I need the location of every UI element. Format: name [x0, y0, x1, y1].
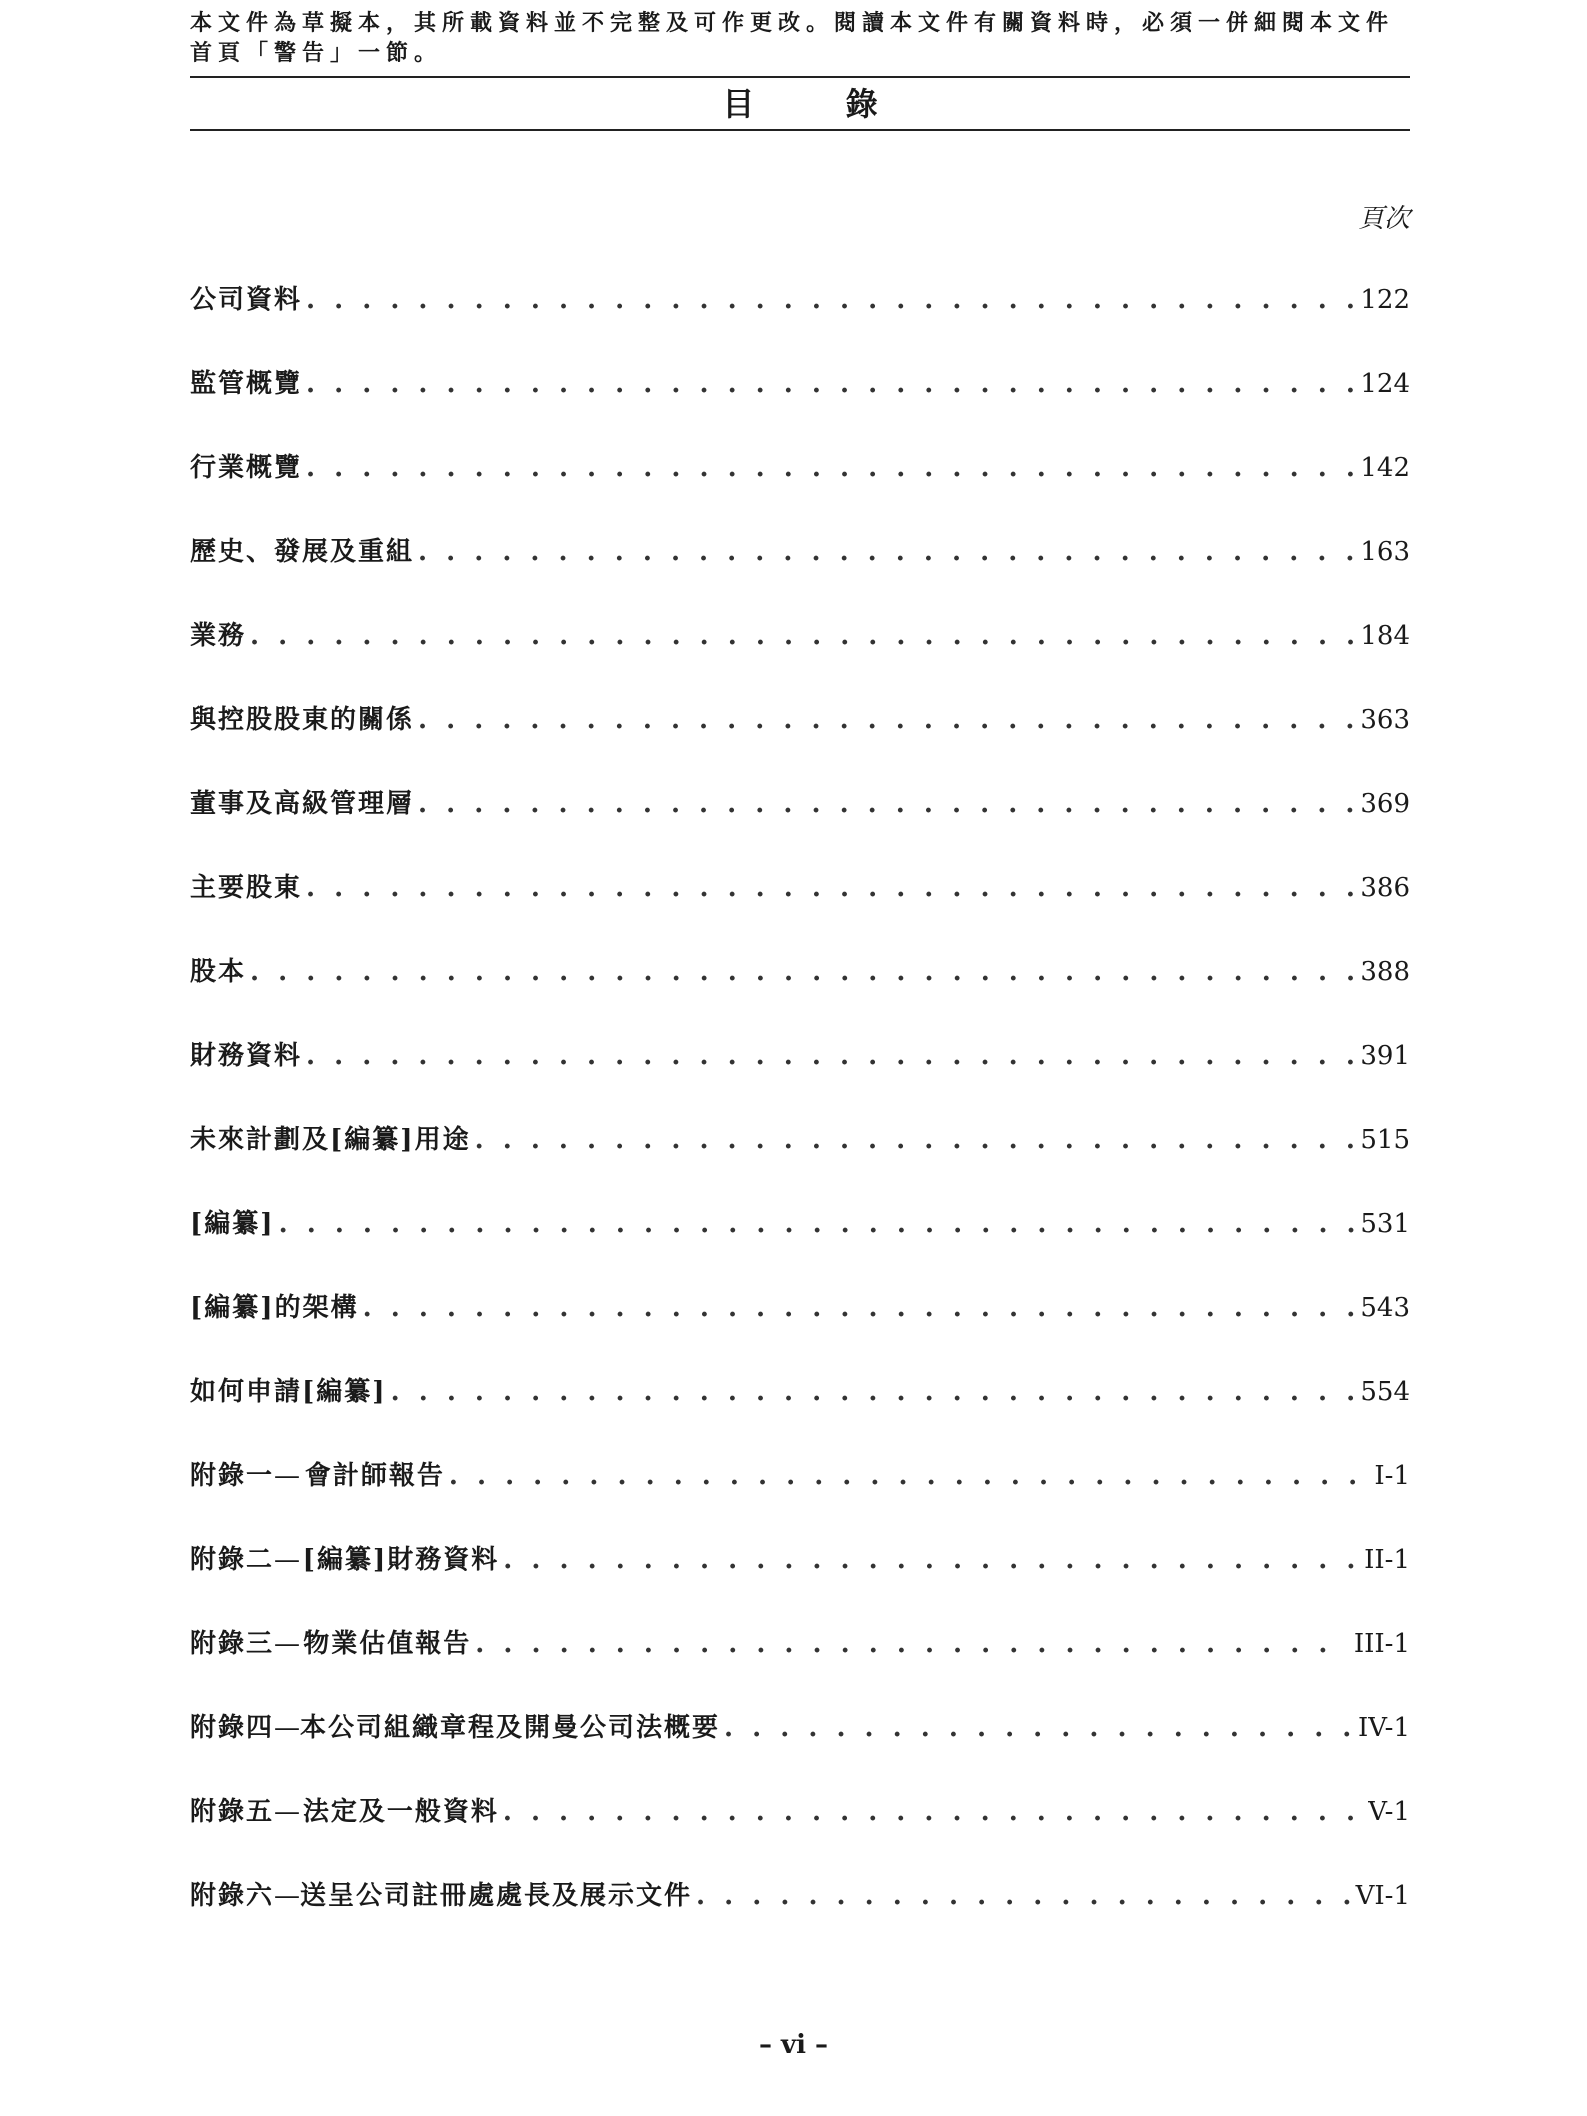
- toc-entry-page: 386: [1360, 873, 1410, 903]
- appendix-dash: —: [274, 1713, 301, 1743]
- dot-leader: [250, 952, 1354, 992]
- toc-entry-page: 554: [1360, 1377, 1410, 1407]
- toc-entry[interactable]: [190, 952, 1410, 992]
- toc-entry-page: 363: [1360, 705, 1410, 735]
- toc-entry-page: 184: [1360, 621, 1410, 651]
- toc-entry-title: 監管概覽: [190, 369, 303, 399]
- draft-disclaimer: 本文件為草擬本，其所載資料並不完整及可作更改。閱讀本文件有關資料時，必須一併細閱本文件首頁「警告」一節。: [190, 10, 1395, 66]
- page-column-label: 頁次: [1357, 204, 1410, 234]
- dot-leader: [306, 448, 1354, 488]
- toc-entry-title: [編纂]: [190, 1209, 275, 1239]
- toc-entry-page: 543: [1360, 1293, 1410, 1323]
- appendix-title: 物業估值報告: [303, 1629, 472, 1659]
- appendix-page: III-1: [1353, 1629, 1410, 1659]
- toc-entry-title: 公司資料: [190, 285, 303, 315]
- dot-leader: [306, 280, 1354, 320]
- dot-leader: [363, 1288, 1355, 1328]
- dot-leader: [306, 868, 1354, 908]
- dot-leader: [306, 364, 1354, 404]
- dot-leader: [391, 1372, 1355, 1412]
- toc-entry[interactable]: [190, 280, 1410, 320]
- dot-leader: [306, 1036, 1354, 1076]
- toc-entry[interactable]: [190, 532, 1410, 572]
- appendix-label: 附錄二: [190, 1545, 275, 1575]
- page-title: 目 錄: [722, 85, 918, 123]
- dot-leader: [449, 1456, 1369, 1496]
- toc-entry-title: 歷史、發展及重組: [190, 537, 415, 567]
- toc-entry[interactable]: [190, 1372, 1410, 1412]
- appendix-title: [編纂]財務資料: [302, 1545, 500, 1575]
- appendix-label: 附錄五: [190, 1797, 275, 1827]
- appendix-page: V-1: [1368, 1797, 1410, 1827]
- appendix-dash: —: [274, 1881, 301, 1911]
- toc-entry-page: 388: [1360, 957, 1410, 987]
- toc-entry[interactable]: [190, 616, 1410, 656]
- appendix-dash: —: [274, 1461, 301, 1491]
- appendix-title: 法定及一般資料: [302, 1797, 499, 1827]
- toc-entry-page: 163: [1360, 537, 1410, 567]
- toc-entry-page: 515: [1360, 1125, 1410, 1155]
- appendix-label: 附錄一: [190, 1461, 275, 1491]
- dot-leader: [250, 616, 1354, 656]
- toc-entry-page: 142: [1360, 453, 1410, 483]
- toc-entry-title: 如何申請[編纂]: [190, 1377, 387, 1407]
- dot-leader: [475, 1624, 1348, 1664]
- toc-entry-title: 財務資料: [190, 1041, 303, 1071]
- appendix-label: 附錄四: [190, 1713, 275, 1743]
- toc-entry-title: 與控股股東的關係: [190, 705, 415, 735]
- dot-leader: [696, 1876, 1350, 1916]
- appendix-title: 本公司組織章程及開曼公司法概要: [300, 1713, 721, 1743]
- appendix-page: IV-1: [1358, 1713, 1410, 1743]
- toc-entry-page: 391: [1360, 1041, 1410, 1071]
- toc-appendix-entry[interactable]: [190, 1624, 1410, 1664]
- toc-entry-title: 行業概覽: [190, 453, 303, 483]
- appendix-page: II-1: [1364, 1545, 1410, 1575]
- toc-entry-title: 董事及高級管理層: [190, 789, 415, 819]
- appendix-dash: —: [274, 1797, 301, 1827]
- title-rule-bottom: [190, 129, 1410, 131]
- appendix-title: 送呈公司註冊處處長及展示文件: [300, 1881, 693, 1911]
- dot-leader: [279, 1204, 1355, 1244]
- appendix-dash: —: [274, 1629, 301, 1659]
- dot-leader: [724, 1708, 1352, 1748]
- toc-entry[interactable]: [190, 868, 1410, 908]
- dot-leader: [503, 1792, 1362, 1832]
- title-rule-top: [190, 76, 1410, 78]
- toc-entry-title: 股本: [190, 957, 247, 987]
- toc-appendix-entry[interactable]: [190, 1792, 1410, 1832]
- toc-entry[interactable]: [190, 700, 1410, 740]
- appendix-dash: —: [274, 1545, 301, 1575]
- dot-leader: [475, 1120, 1355, 1160]
- toc-entry-page: 531: [1360, 1209, 1410, 1239]
- toc-entry-title: 未來計劃及[編纂]用途: [190, 1125, 471, 1155]
- toc-entry-page: 122: [1360, 285, 1410, 315]
- toc-entry-title: 業務: [190, 621, 247, 651]
- dot-leader: [418, 784, 1354, 824]
- appendix-page: I-1: [1374, 1461, 1410, 1491]
- dot-leader: [503, 1540, 1358, 1580]
- appendix-title: 會計師報告: [304, 1461, 445, 1491]
- appendix-page: VI-1: [1355, 1881, 1410, 1911]
- toc-entry[interactable]: [190, 1036, 1410, 1076]
- toc-appendix-entry[interactable]: [190, 1540, 1410, 1580]
- toc-entry-page: 369: [1360, 789, 1410, 819]
- footer-page-number: – vi –: [758, 2030, 829, 2060]
- dot-leader: [418, 532, 1354, 572]
- toc-appendix-entry[interactable]: [190, 1456, 1410, 1496]
- toc-entry[interactable]: [190, 364, 1410, 404]
- toc-entry-page: 124: [1360, 369, 1410, 399]
- toc-entry-title: 主要股東: [190, 873, 303, 903]
- toc-appendix-entry[interactable]: [190, 1708, 1410, 1748]
- toc-entry[interactable]: [190, 1204, 1410, 1244]
- toc-appendix-entry[interactable]: [190, 1876, 1410, 1916]
- appendix-label: 附錄六: [190, 1881, 275, 1911]
- toc-entry[interactable]: [190, 1120, 1410, 1160]
- toc-entry[interactable]: [190, 1288, 1410, 1328]
- appendix-label: 附錄三: [190, 1629, 275, 1659]
- toc-entry-title: [編纂]的架構: [190, 1293, 359, 1323]
- dot-leader: [418, 700, 1354, 740]
- toc-entry[interactable]: [190, 784, 1410, 824]
- toc-entry[interactable]: [190, 448, 1410, 488]
